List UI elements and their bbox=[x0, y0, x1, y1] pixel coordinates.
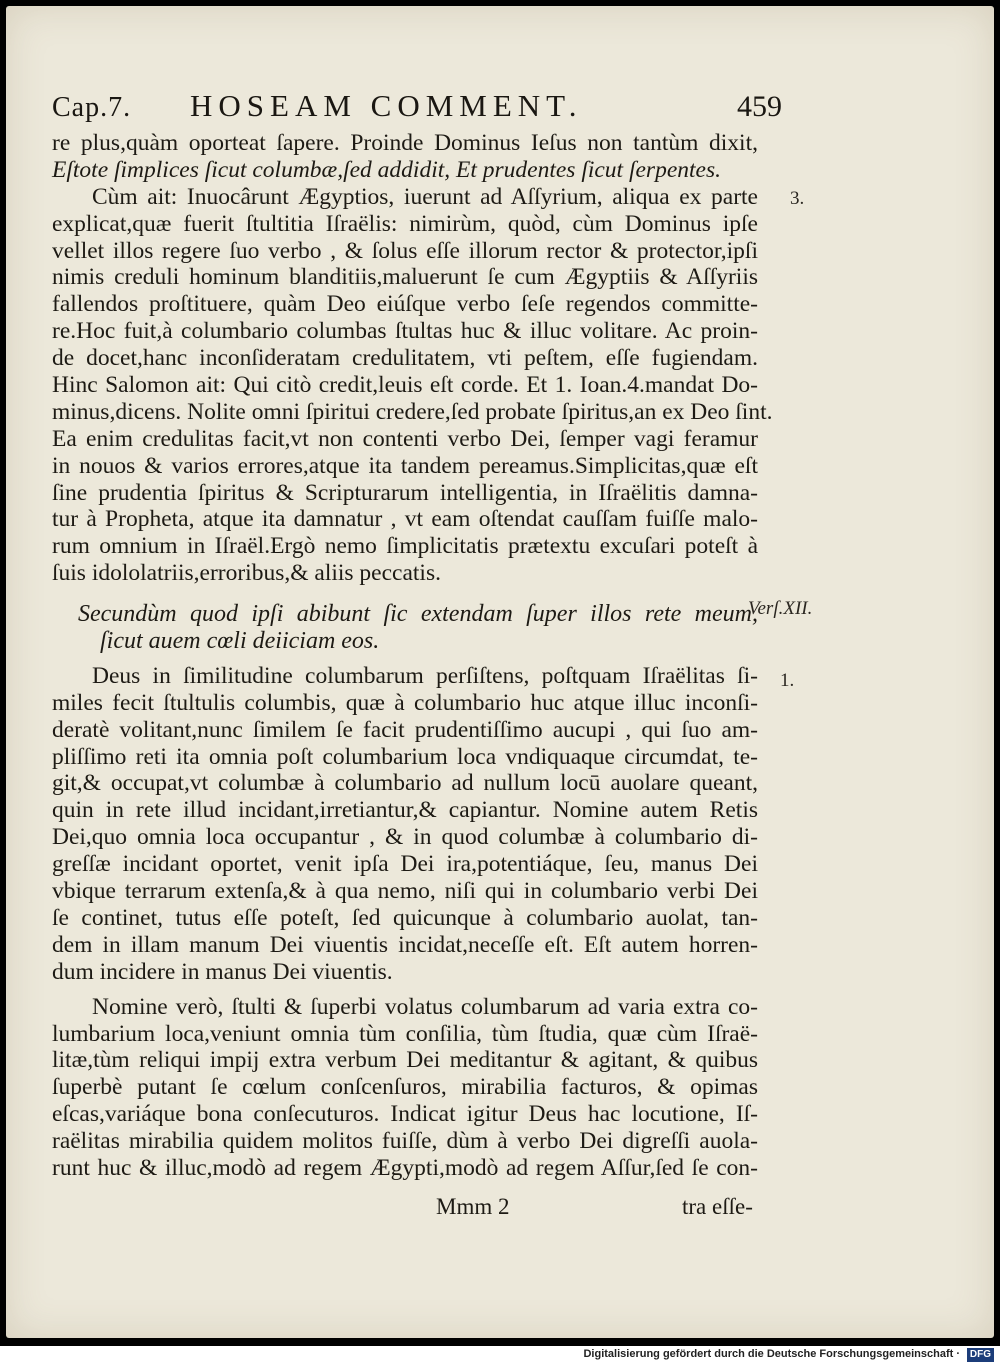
text-line: explicat,quæ fuerit ſtultitia Iſraëlis: nimirùm, quòd, cùm Dominus ipſe bbox=[52, 210, 758, 237]
verse-heading: ſicut auem cœli deiiciam eos. bbox=[100, 628, 380, 655]
margin-note: 3. bbox=[790, 188, 805, 209]
text-line: vellet illos regere ſuo verbo , & ſolus eſſe illorum rector & protector,ipſi bbox=[52, 237, 758, 264]
folio-number: 459 bbox=[737, 90, 782, 123]
text-line: miles fecit ſtultulis columbis, quæ à columbario huc atque illuc inconſi- bbox=[52, 689, 758, 716]
text-line: dum incidere in manus Dei viuentis. bbox=[52, 958, 393, 985]
verse-marker: Verſ.XII. bbox=[748, 598, 813, 619]
text-line: lumbarium loca,veniunt omnia tùm conſilia, tùm ſtudia, quæ cùm Iſraë- bbox=[52, 1020, 758, 1047]
funding-note: Digitalisierung gefördert durch die Deutsche Forschungsgemeinschaft · bbox=[583, 1348, 960, 1360]
text-line: deratè volitant,nunc ſimilem ſe facit prudentiſſimo aucupi , qui ſuo am- bbox=[52, 716, 758, 743]
spacer bbox=[52, 587, 758, 601]
text-line: litæ,tùm reliqui impij extra verbum Dei meditantur & agitant, & quibus bbox=[52, 1047, 758, 1074]
text-line: dem in illam manum Dei viuentis incidat,neceſſe eſt. Eſt autem horren- bbox=[52, 931, 758, 958]
text-line: ſuis idololatriis,erroribus,& aliis peccatis. bbox=[52, 560, 441, 587]
text-line: fallendos proſtituere, quàm Deo eiúſque verbo ſeſe regendos committe- bbox=[52, 291, 758, 318]
text-line: re.Hoc fuit,à columbario columbas ſtultas huc & illuc volitare. Ac proin- bbox=[52, 318, 758, 345]
text-line: raëlitas mirabilia quidem molitos fuiſſe, dùm à verbo Dei digreſſi auola- bbox=[52, 1128, 758, 1155]
spacer bbox=[52, 986, 758, 994]
text-line: greſſæ incidant oportet, venit ipſa Dei ira,potentiáque, ſeu, manus Dei bbox=[52, 851, 758, 878]
text-line: ſuperbè putant ſe cœlum conſcenſuros, mirabilia facturos, & opimas bbox=[52, 1074, 758, 1101]
text-line: rum omnium in Iſraël.Ergò nemo ſimplicitatis prætextu excuſari poteſt à bbox=[52, 533, 758, 560]
text-line: re plus,quàm oporteat ſapere. Proinde Dominus Ieſus non tantùm dixit, bbox=[52, 130, 758, 156]
text-line: pliſſimo reti ita omnia poſt columbarium loca vndiquaque circumdat, te- bbox=[52, 743, 758, 770]
text-line: de docet,hanc inconſideratam credulitatem, vti peſtem, eſſe fugiendam. bbox=[52, 345, 758, 372]
text-line: eſcas,variáque bona conſecuturos. Indicat igitur Deus hac locutione, Iſ- bbox=[52, 1101, 758, 1128]
text-line: Hinc Salomon ait: Qui citò credit,leuis eſt corde. Et 1. Ioan.4.mandat Do- bbox=[52, 372, 758, 399]
text-line: in nouos & varios errores,atque ita tandem pereamus.Simplicitas,quæ eſt bbox=[52, 452, 758, 479]
text-line: quin in rete illud incidant,irretiantur,& capiantur. Nomine autem Retis bbox=[52, 797, 758, 824]
spacer bbox=[52, 655, 758, 663]
page-header bbox=[52, 88, 782, 128]
chapter-label: Cap.7. bbox=[52, 92, 132, 123]
main-text bbox=[52, 130, 773, 1182]
verse-heading: Secundùm quod ipſi abibunt ſic extendam ſuper illos rete meum, bbox=[78, 601, 758, 628]
signature-mark: Mmm 2 bbox=[436, 1194, 510, 1219]
text-line: git,& occupat,vt columbæ à columbario ad nullum locū auolare queant, bbox=[52, 770, 758, 797]
digitization-footer bbox=[0, 1346, 1000, 1364]
text-line: Ea enim credulitas facit,vt non contenti verbo Dei, ſemper vagi feramur bbox=[52, 425, 758, 452]
text-line: ſe continet, tutus eſſe poteſt, ſed quicunque à columbario auolat, tan- bbox=[52, 904, 758, 931]
text-line: tur à Propheta, atque ita damnatur , vt eam oſtendat cauſſam fuiſſe malo- bbox=[52, 506, 758, 533]
text-line: Deus in ſimilitudine columbarum perſiſtens, poſtquam Iſraëlitas ſi- bbox=[92, 662, 758, 689]
text-line: Eſtote ſimplices ſicut columbæ,ſed addidit, Et prudentes ſicut ſerpentes. bbox=[52, 156, 721, 183]
text-line: nimis creduli hominum blanditiis,maluerunt ſe cum Ægyptiis & Aſſyriis bbox=[52, 264, 758, 291]
text-line: runt huc & illuc,modò ad regem Ægypti,modò ad regem Aſſur,ſed ſe con- bbox=[52, 1154, 758, 1181]
text-line: minus,dicens. Nolite omni ſpiritui credere,ſed probate ſpiritus,an ex Deo ſint. bbox=[52, 398, 773, 425]
text-line: Cùm ait: Inuocârunt Ægyptios, iuerunt ad Aſſyrium, aliqua ex parte bbox=[92, 183, 758, 210]
text-line: Nomine verò, ſtulti & ſuperbi volatus columbarum ad varia extra co- bbox=[92, 993, 758, 1020]
dfg-logo: DFG bbox=[967, 1348, 994, 1362]
text-line: ſine prudentia ſpiritus & Scripturarum intelligentia, in Iſraëlitis damna- bbox=[52, 479, 758, 506]
text-line: Dei,quo omnia loca occupantur , & in quod columbæ à columbario di- bbox=[52, 824, 758, 851]
margin-note: 1. bbox=[780, 670, 795, 691]
book-page bbox=[6, 6, 994, 1338]
running-title: HOSEAM COMMENT. bbox=[190, 88, 583, 123]
text-line: vbique terrarum extenſa,& à qua nemo, niſi qui in columbario verbi Dei bbox=[52, 878, 758, 905]
catchword: tra eſſe- bbox=[682, 1194, 753, 1219]
